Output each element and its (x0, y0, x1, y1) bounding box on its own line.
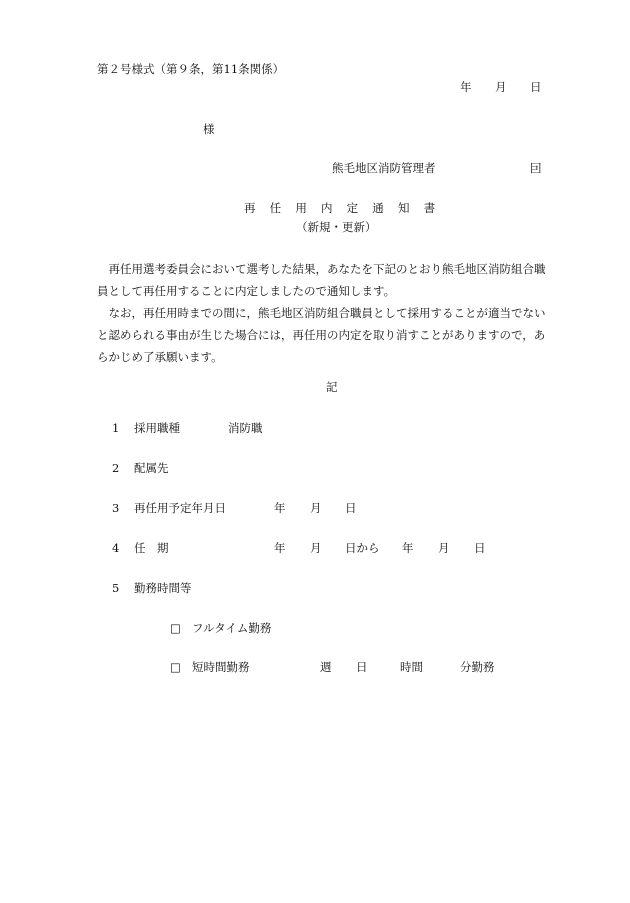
item-4-number: 4 (112, 541, 120, 555)
shorttime-label: 短時間勤務 (192, 660, 250, 674)
shorttime-checkbox[interactable]: □ (170, 660, 181, 674)
item-1-label: 採用職種 (134, 421, 180, 435)
item-2-number: 2 (112, 461, 120, 475)
form-label: 第２号様式（第９条，第11条関係） (97, 62, 285, 76)
item-4-label: 任 期 (134, 541, 169, 555)
title-char: 用 (295, 201, 307, 215)
ki-heading: 記 (326, 380, 338, 394)
shorttime-minutes: 分勤務 (460, 660, 495, 674)
document-title (244, 203, 435, 215)
date-month: 月 (495, 80, 507, 94)
item-4-year-start: 年 (274, 541, 286, 555)
body-paragraph-2: なお，再任用時までの間に，熊毛地区消防組合職員として採用することが適当でないと認められる事由が生じた場合には，再任用の内定を取り消すことがありますので，あらかじめ了承願います。 (97, 306, 546, 364)
item-3-label: 再任用予定年月日 (134, 501, 226, 515)
title-char: 内 (320, 201, 333, 215)
date-year: 年 (460, 80, 472, 94)
item-4-day-end: 日 (474, 541, 486, 555)
title-char: 通 (372, 201, 384, 215)
shorttime-hours: 時間 (400, 660, 423, 674)
shorttime-week: 週 (320, 660, 332, 674)
title-char: 定 (346, 201, 359, 215)
item-2-label: 配属先 (134, 461, 169, 475)
addressee-suffix: 様 (203, 122, 215, 136)
seal-mark: 囙 (530, 161, 542, 175)
item-1-value: 消防職 (228, 421, 263, 435)
shorttime-day: 日 (356, 660, 368, 674)
body-paragraph-1: 再任用選考委員会において選考した結果，あなたを下記のとおり熊毛地区消防組合職員として再任用することに内定しましたので通知します。 (97, 262, 546, 298)
fulltime-label: フルタイム勤務 (192, 621, 272, 635)
date-day: 日 (530, 80, 542, 94)
item-5-number: 5 (112, 581, 120, 595)
title-char: 再 (244, 201, 256, 215)
item-4-year-end: 年 (402, 541, 414, 555)
document-subtitle: （新規・更新） (296, 220, 377, 234)
fulltime-checkbox[interactable]: □ (170, 621, 181, 635)
item-1-number: 1 (112, 421, 120, 435)
title-char: 任 (269, 201, 282, 215)
sender-title: 熊毛地区消防管理者 (332, 161, 436, 175)
item-4-month-start: 月 (310, 541, 322, 555)
item-5-label: 勤務時間等 (134, 581, 192, 595)
item-3-month: 月 (310, 501, 322, 515)
item-3-day: 日 (345, 501, 357, 515)
item-3-number: 3 (112, 501, 120, 515)
item-3-year: 年 (274, 501, 286, 515)
title-char: 書 (423, 201, 436, 215)
item-4-month-end: 月 (438, 541, 450, 555)
item-4-day-start: 日から (345, 541, 380, 555)
title-char: 知 (397, 201, 410, 215)
